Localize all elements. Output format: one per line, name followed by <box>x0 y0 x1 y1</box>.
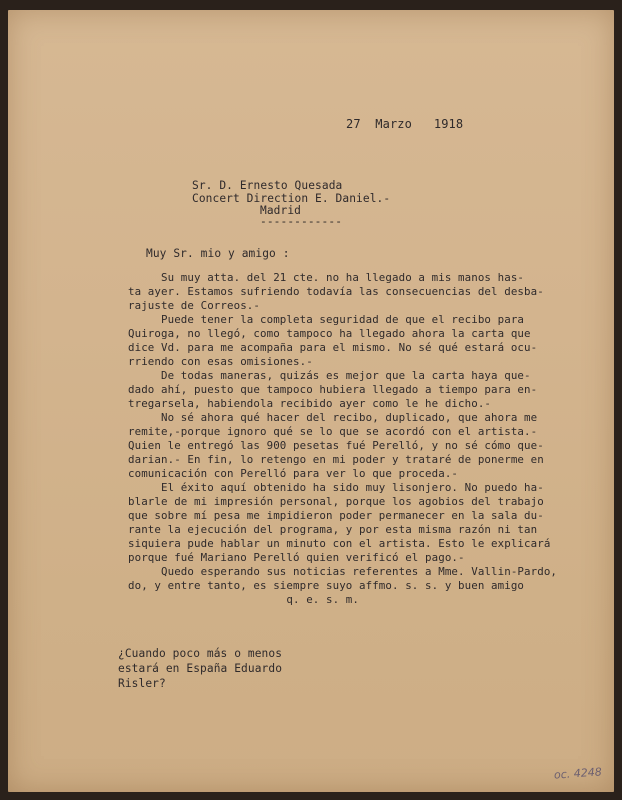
archive-reference-mark: oc. 4248 <box>553 765 603 782</box>
body-line: De todas maneras, quizás es mejor que la carta haya que- <box>128 369 531 382</box>
body-line: siquiera pude hablar un minuto con el artista. Esto le explicará <box>128 537 551 550</box>
body-line: El éxito aquí obtenido ha sido muy lisonjero. No puedo ha- <box>128 481 544 494</box>
body-line: No sé ahora qué hacer del recibo, duplicado, que ahora me <box>128 411 538 424</box>
body-line: tregarsela, habiendola recibido ayer como le he dicho.- <box>128 397 492 410</box>
body-line: rriendo con esas omisiones.- <box>128 355 313 368</box>
body-line: rajuste de Correos.- <box>128 299 261 312</box>
closing-initials: q. e. s. m. <box>128 593 360 606</box>
postscript-line: estará en España Eduardo <box>118 662 283 675</box>
postscript-line: Risler? <box>118 677 166 690</box>
body-line: comunicación con Perelló para ver lo que proceda.- <box>128 467 459 480</box>
body-line: dice Vd. para me acompaña para el mismo. No sé qué estará ocu- <box>128 341 538 354</box>
body-line: remite,-porque ignoro qué se lo que se acordó con el artista.- <box>128 425 538 438</box>
body-line: darian.- En fin, lo retengo en mi poder y trataré de ponerme en <box>128 453 544 466</box>
body-line: Su muy atta. del 21 cte. no ha llegado a mis manos has- <box>128 271 525 284</box>
body-line: blarle de mi impresión personal, porque los agobios del trabajo <box>128 495 544 508</box>
address-underline: ------------ <box>260 215 343 228</box>
body-line: Puede tener la completa seguridad de que el recibo para <box>128 313 525 326</box>
body-line: ta ayer. Estamos sufriendo todavía las consecuencias del desba- <box>128 285 544 298</box>
body-line: porque fué Mariano Perelló quien verificó el pago.- <box>128 551 465 564</box>
salutation: Muy Sr. mio y amigo : <box>146 247 290 260</box>
body-line: que sobre mí pesa me impidieron poder permanecer en la sala du- <box>128 509 544 522</box>
letter-date: 27 Marzo 1918 <box>346 117 464 131</box>
body-line: rante la ejecución del programa, y por esta misma razón ni tan <box>128 523 538 536</box>
recipient-company: Concert Direction E. Daniel.- <box>192 192 391 205</box>
letter-sheet <box>8 10 614 792</box>
body-line: dado ahí, puesto que tampoco hubiera llegado a tiempo para en- <box>128 383 538 396</box>
recipient-city: Madrid <box>260 204 302 217</box>
recipient-name: Sr. D. Ernesto Quesada <box>192 179 343 192</box>
body-line: Quiroga, no llegó, como tampoco ha llegado ahora la carta que <box>128 327 531 340</box>
body-line: Quien le entregó las 900 pesetas fué Perelló, y no sé cómo que- <box>128 439 544 452</box>
body-line: Quedo esperando sus noticias referentes a Mme. Vallin-Pardo, <box>128 565 558 578</box>
postscript-line: ¿Cuando poco más o menos <box>118 647 283 660</box>
body-line: do, y entre tanto, es siempre suyo affmo. s. s. y buen amigo <box>128 579 525 592</box>
